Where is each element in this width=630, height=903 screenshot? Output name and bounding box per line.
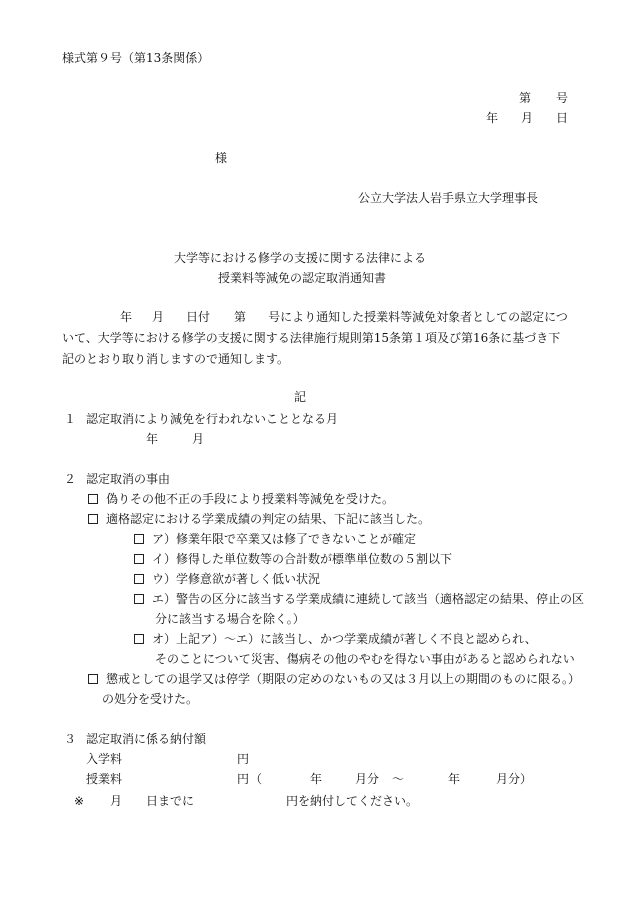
subreason-i: イ）修得した単位数等の合計数が標準単位数の５割以下: [134, 551, 452, 567]
intro-year: 年: [120, 310, 133, 324]
subreason-o-continued: そのことについて災害、傷病その他のやむを得ない事由があると認められない: [155, 652, 575, 666]
intro-body: 号により通知した授業料等減免対象者としての認定について、大学等における修学の支援に関する法律施行規則第15条第１項及び第16条に基づき下記のとおり取り消しますので通知します。: [62, 310, 568, 366]
reason-academic: 適格認定における学業成績の判定の結果、下記に該当した。: [88, 511, 430, 527]
title-line-1: 大学等における修学の支援に関する法律による: [174, 251, 427, 265]
section1-year: 年: [146, 432, 159, 446]
checkbox[interactable]: [88, 494, 98, 504]
document-number-suffix: 号: [556, 91, 569, 105]
note-deadline: 日までに: [146, 794, 195, 808]
intro-number-prefix: 第: [234, 310, 247, 324]
note-mark: ※: [74, 794, 85, 808]
issuer: 公立大学法人岩手県立大学理事長: [358, 191, 539, 205]
subreason-o: オ）上記ア）～エ）に該当し、かつ学業成績が著しく不良と認められ、: [134, 631, 537, 647]
section1-heading: 認定取消により減免を行われないこととなる月: [86, 412, 339, 426]
section2-heading: 認定取消の事由: [86, 472, 171, 486]
admission-fee-label: 入学料: [86, 752, 123, 766]
section3-number: ３: [64, 732, 77, 746]
checkbox[interactable]: [134, 594, 144, 604]
subreason-e: エ）警告の区分に該当する学業成績に連続して該当（適格認定の結果、停止の区: [134, 591, 584, 607]
tuition-fee-yen: 円: [237, 772, 250, 786]
subreason-u: ウ）学修意欲が著しく低い状況: [134, 571, 320, 587]
reason-fraud: 偽りその他不正の手段により授業料等減免を受けた。: [88, 491, 394, 507]
tuition-start-year: 年: [310, 772, 323, 786]
section3-heading: 認定取消に係る納付額: [86, 732, 207, 746]
checkbox[interactable]: [134, 634, 144, 644]
title-line-2: 授業料等減免の認定取消通知書: [218, 271, 387, 285]
checkbox[interactable]: [88, 674, 98, 684]
intro-paragraph: [62, 307, 570, 370]
tuition-tilde: ～: [392, 772, 405, 786]
checkbox[interactable]: [134, 554, 144, 564]
intro-day: 日付: [186, 310, 211, 324]
intro-month: 月: [152, 310, 165, 324]
form-reference: 様式第９号（第13条関係）: [62, 51, 210, 65]
note-month: 月: [110, 794, 123, 808]
date-day: 日: [556, 111, 569, 125]
subreason-e-continued: 分に該当する場合を除く。）: [155, 612, 305, 626]
tuition-end-month: 月分）: [496, 772, 533, 786]
section1-month: 月: [192, 432, 205, 446]
note-payment: 円を納付してください。: [286, 794, 419, 808]
addressee-suffix: 様: [215, 151, 228, 165]
tuition-start-month: 月分: [355, 772, 380, 786]
document-number-prefix: 第: [519, 91, 532, 105]
tuition-end-year: 年: [448, 772, 461, 786]
date-year: 年: [486, 111, 499, 125]
section1-number: １: [64, 412, 77, 426]
tuition-fee-label: 授業料: [86, 772, 123, 786]
tuition-paren-open: （: [250, 772, 263, 786]
subreason-a: ア）修業年限で卒業又は修了できないことが確定: [134, 531, 416, 547]
reason-disciplinary: 懲戒としての退学又は停学（期限の定めのないもの又は３月以上の期間のものに限る。）: [88, 671, 580, 687]
reason-disciplinary-continued: の処分を受けた。: [102, 692, 199, 706]
checkbox[interactable]: [88, 514, 98, 524]
date-month: 月: [521, 111, 534, 125]
section2-number: ２: [64, 472, 77, 486]
admission-fee-yen: 円: [237, 752, 250, 766]
ki-heading: 記: [294, 390, 307, 404]
checkbox[interactable]: [134, 574, 144, 584]
checkbox[interactable]: [134, 534, 144, 544]
